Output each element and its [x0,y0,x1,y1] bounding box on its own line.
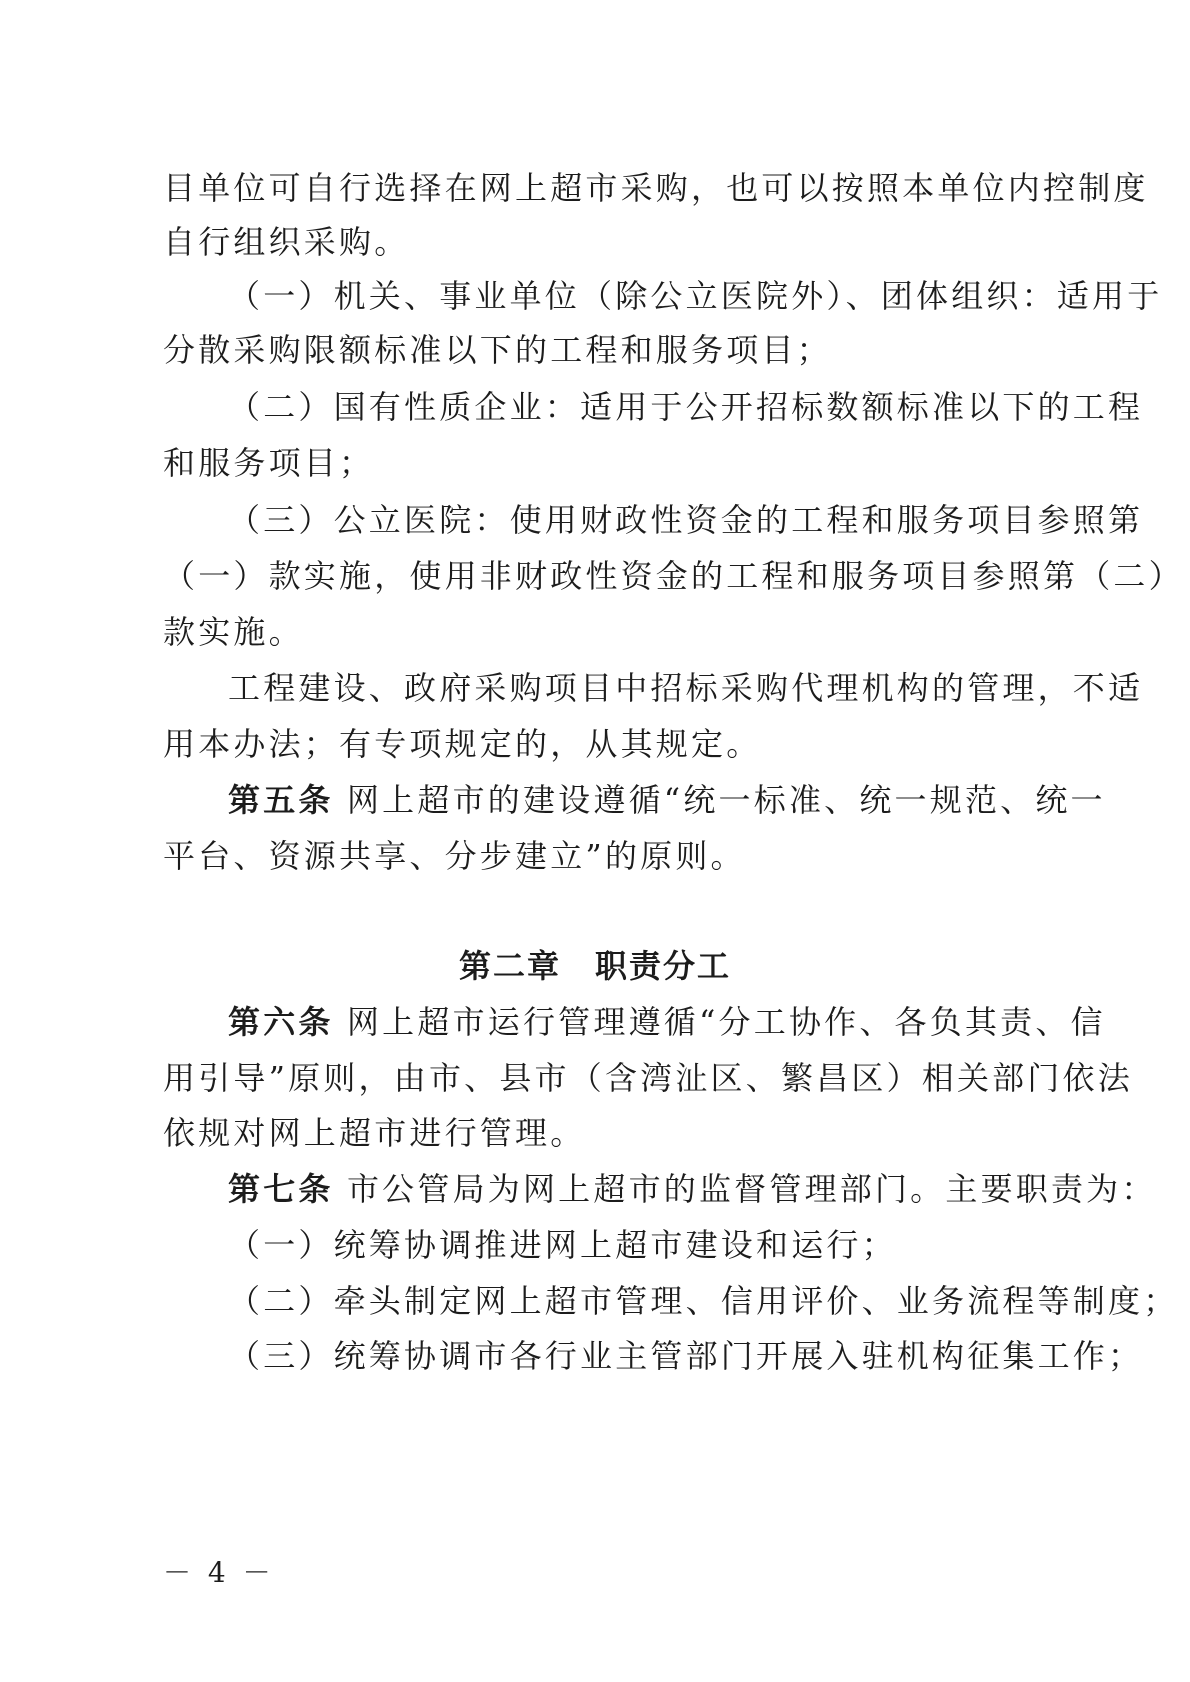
paragraph-line: （三）公立医院：使用财政性资金的工程和服务项目参照第 [228,501,1144,539]
article-text: 网上超市的建设遵循“统一标准、统一规范、统一 [346,781,1106,819]
paragraph-line: 自行组织采购。 [163,223,410,261]
paragraph-line: （二）国有性质企业：适用于公开招标数额标准以下的工程 [228,388,1144,426]
paragraph-line: 依规对网上超市进行管理。 [163,1114,586,1152]
paragraph-line: 分散采购限额标准以下的工程和服务项目； [163,331,832,369]
paragraph-line: 用引导”原则，由市、县市（含湾沚区、繁昌区）相关部门依法 [163,1059,1133,1097]
article-6-line [228,1002,1108,1042]
list-item: （三）统筹协调市各行业主管部门开展入驻机构征集工作； [228,1337,1144,1375]
paragraph-line: 用本办法；有专项规定的，从其规定。 [163,725,762,763]
article-text: 网上超市运行管理遵循“分工协作、各负其责、信 [346,1003,1106,1041]
list-item: （二）牵头制定网上超市管理、信用评价、业务流程等制度； [228,1282,1179,1320]
article-text: 市公管局为网上超市的监督管理部门。主要职责为： [346,1170,1157,1208]
chapter-heading: 第二章 职责分工 [458,947,731,985]
article-label: 第七条 [228,1170,334,1208]
paragraph-line: 工程建设、政府采购项目中招标采购代理机构的管理，不适 [228,669,1144,707]
article-label: 第六条 [228,1003,334,1041]
article-5-line [228,780,1108,820]
article-7-line [228,1169,1157,1209]
paragraph-line: 款实施。 [163,613,304,651]
page-number: － 4 － [163,1556,275,1589]
article-label: 第五条 [228,781,334,819]
paragraph-line: 和服务项目； [163,444,375,482]
paragraph-line: （一）机关、事业单位（除公立医院外）、团体组织：适用于 [228,277,1163,315]
paragraph-line: （一）款实施，使用非财政性资金的工程和服务项目参照第（二） [163,557,1184,595]
list-item: （一）统筹协调推进网上超市建设和运行； [228,1226,897,1264]
paragraph-line: 目单位可自行选择在网上超市采购，也可以按照本单位内控制度 [163,169,1149,207]
paragraph-line: 平台、资源共享、分步建立”的原则。 [163,837,746,875]
